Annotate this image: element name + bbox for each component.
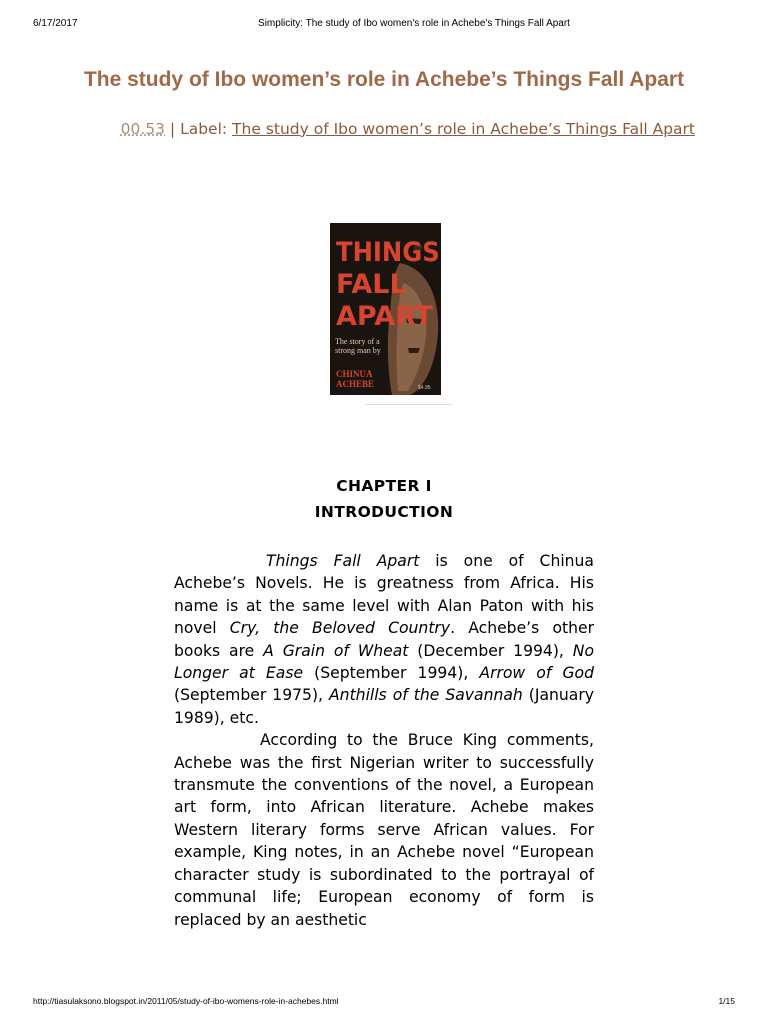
cover-author-last: ACHEBE [336, 379, 375, 389]
cover-author-first: CHINUA [336, 369, 373, 379]
paragraph-1-text-c: (December 1994), [408, 641, 573, 660]
paragraph-1-text-d: (September 1994), [303, 664, 480, 683]
book-title-arrow: Arrow of God [479, 664, 594, 683]
post-time-link[interactable]: 00.53 [120, 120, 165, 138]
post-title: The study of Ibo women’s role in Achebe’s Things Fall Apart [83, 68, 685, 91]
print-date: 6/17/2017 [33, 18, 78, 29]
post-meta [110, 118, 695, 140]
label-prefix: | Label: [165, 120, 233, 138]
print-footer [33, 996, 735, 1008]
label-link[interactable]: The study of Ibo women’s role in Achebe’s Things Fall Apart [232, 120, 695, 138]
print-header [33, 18, 735, 32]
book-cover-art [330, 223, 441, 395]
article-body [174, 550, 594, 931]
paragraph-1-text-b: . Achebe’s other books are [174, 619, 594, 660]
cover-title-line2: FALL [336, 269, 407, 300]
novel-title: Things Fall Apart [266, 552, 420, 570]
image-caption-divider [365, 404, 453, 405]
chapter-number: CHAPTER I [336, 477, 432, 495]
chapter-name: INTRODUCTION [314, 503, 454, 521]
cover-price: $4.95 [418, 385, 431, 391]
print-title: Simplicity: The study of Ibo women's role in Achebe's Things Fall Apart [258, 18, 570, 29]
paragraph-1-text-f: (January 1989), etc. [174, 686, 594, 727]
paragraph-2: According to the Bruce King comments, Achebe was the first Nigerian writer to successfully transmute the conventions of the novel, a European art form, into African literature. Achebe makes Western literary forms serve African values. For example, King notes, in an Achebe novel “European character study is subordinated to the portrayal of communal life; European economy of form is replaced by an aesthetic [174, 731, 594, 929]
book-title-anthills: Anthills of the Savannah [329, 686, 523, 705]
print-url: http://tiasulaksono.blogspot.in/2011/05/study-of-ibo-womens-role-in-achebes.html [33, 996, 339, 1006]
page-number: 1/15 [718, 996, 735, 1006]
cover-title-line1: THINGS [336, 237, 440, 268]
cover-tagline: The story of a strong man by [335, 337, 381, 355]
book-title-grain: A Grain of Wheat [263, 641, 409, 660]
cover-title-line3: APART [336, 301, 434, 332]
book-title-no-longer: No Longer at Ease [174, 641, 595, 683]
paragraph-1-text-e: (September 1975), [174, 686, 330, 705]
book-cover-image[interactable] [330, 223, 441, 395]
paragraph-1-text-a: is one of Chinua Achebe’s Novels. He is greatness from Africa. His name is at the same level with Alan Paton with his novel [174, 552, 594, 638]
book-title-cry: Cry, the Beloved Country [229, 619, 451, 638]
paragraph-1 [174, 550, 594, 729]
